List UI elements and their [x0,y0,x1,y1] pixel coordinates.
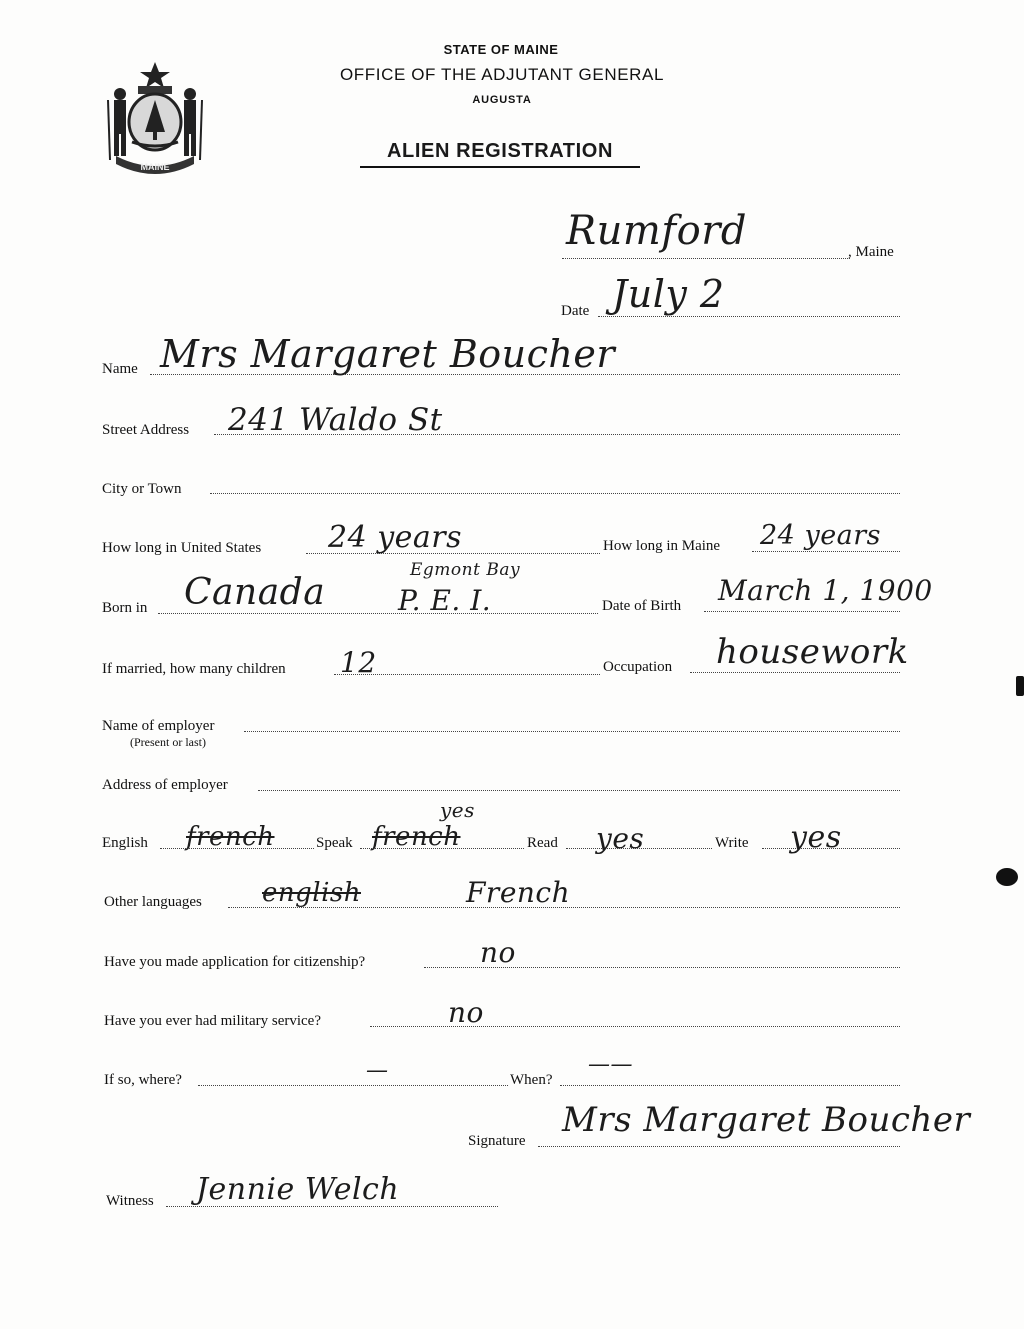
city-label: City or Town [102,481,182,497]
military-label: Have you ever had military service? [104,1013,321,1029]
speak-label: Speak [316,835,353,851]
occupation-label: Occupation [603,659,673,675]
date-value: July 2 [612,272,725,316]
witness-label: Witness [106,1193,154,1209]
date-of-birth-line [704,611,900,612]
children-value: 12 [340,646,377,679]
how-long-us-value: 24 years [328,520,463,555]
where-line [198,1085,508,1086]
when-label: When? [510,1072,553,1088]
employer-address-line [258,790,900,791]
other-languages-value: French [466,876,571,909]
street-value: 241 Waldo St [228,402,443,438]
born-in-place-value: Egmont Bay [410,560,521,580]
when-value: —— [588,1052,633,1077]
employer-sub-label: (Present or last) [130,735,206,749]
citizenship-label: Have you made application for citizenship? [104,954,366,970]
date-of-birth-label: Date of Birth [602,598,682,614]
office-heading: OFFICE OF THE ADJUTANT GENERAL [339,65,665,84]
employer-address-label: Address of employer [102,777,228,793]
form-title: ALIEN REGISTRATION [360,140,640,168]
speak-struck-value: french [372,822,461,852]
write-value: yes [790,820,842,855]
military-value: no [448,996,484,1029]
maine-label: , Maine [848,244,894,260]
state-heading: STATE OF MAINE [443,42,559,57]
born-in-country-value: Canada [184,572,326,613]
when-line [560,1085,900,1086]
seal-scroll-text: MAINE [140,162,170,172]
read-value: yes [596,822,645,855]
street-label: Street Address [102,422,190,438]
children-label: If married, how many children [102,661,286,677]
city-line [210,493,900,494]
signature-line [538,1146,900,1147]
born-in-label: Born in [102,600,148,616]
english-struck-value: french [186,822,275,852]
born-in-province-value: P. E. I. [398,584,492,617]
date-line [598,316,900,317]
name-label: Name [102,361,138,377]
how-long-maine-value: 24 years [760,520,882,551]
date-of-birth-value: March 1, 1900 [718,574,933,607]
where-label: If so, where? [104,1072,182,1088]
occupation-line [690,672,900,673]
where-value: — [366,1058,389,1083]
town-value: Rumford [566,208,747,254]
english-label: English [102,835,148,851]
other-languages-struck-value: english [262,878,361,908]
employer-label: Name of employer [102,718,215,734]
how-long-maine-label: How long in Maine [603,538,721,554]
date-label: Date [561,303,590,319]
employer-line [244,731,900,732]
name-value: Mrs Margaret Boucher [160,332,616,376]
other-languages-label: Other languages [104,894,202,910]
how-long-maine-line [752,551,900,552]
read-label: Read [527,835,558,851]
scan-edge-mark [1016,676,1024,696]
scan-mark [996,868,1018,886]
how-long-us-label: How long in United States [102,540,262,556]
born-in-line [158,613,598,614]
speak-above-value: yes [440,798,475,822]
witness-value: Jennie Welch [196,1172,400,1207]
occupation-value: housework [716,632,909,672]
signature-label: Signature [468,1133,526,1149]
city-heading: AUGUSTA [472,94,532,106]
town-line [562,258,850,259]
citizenship-value: no [480,936,516,969]
write-label: Write [715,835,749,851]
signature-value: Mrs Margaret Boucher [562,1100,971,1140]
